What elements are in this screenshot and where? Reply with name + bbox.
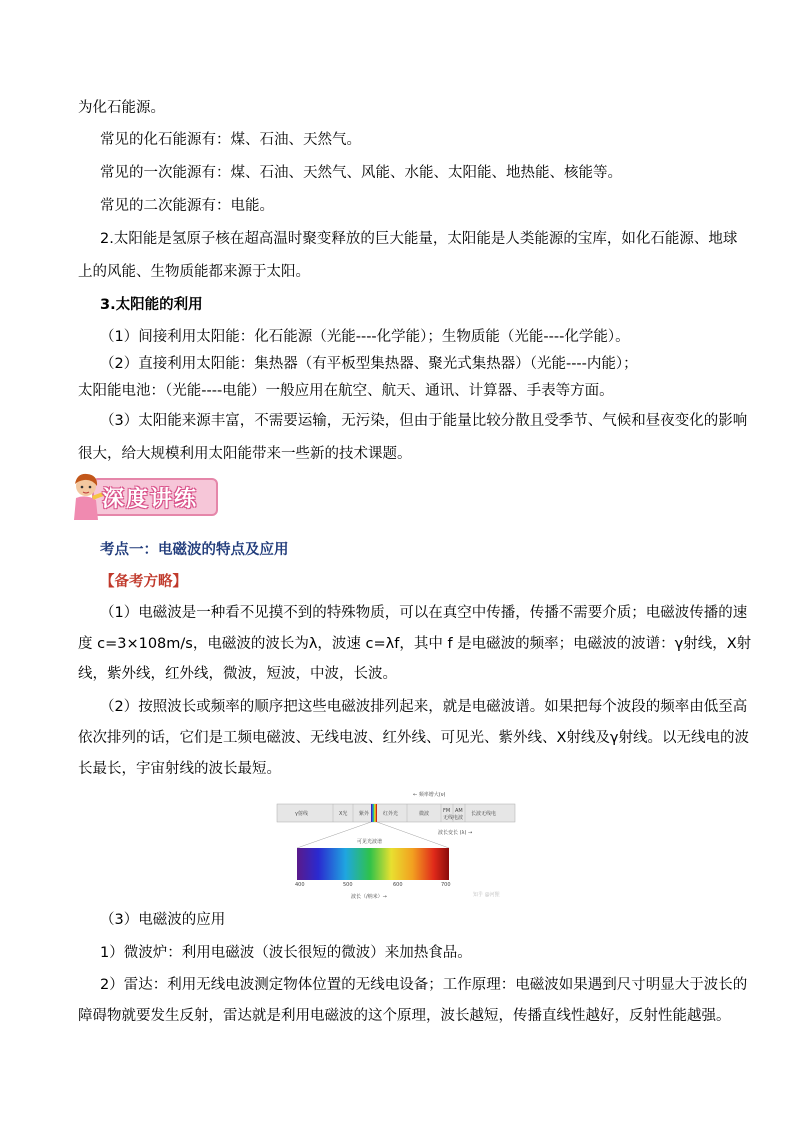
band-label: X光	[339, 811, 348, 817]
band-label: FM	[443, 808, 451, 814]
text-line: （2）直接利用太阳能：集热器（有平板型集热器、聚光式集热器）（光能----内能）；	[100, 356, 638, 372]
text-line: 太阳能电池：（光能----电能）一般应用在航空、航天、通讯、计算器、手表等方面。	[78, 383, 614, 399]
freq-label: ← 频率增大(ν)	[413, 792, 446, 798]
section-banner	[68, 470, 218, 526]
text-line: 常见的二次能源有：电能。	[100, 198, 274, 214]
text-line: （1）间接利用太阳能：化石能源（光能----化学能）；生物质能（光能----化学能）。	[100, 329, 630, 345]
text-line: 2.太阳能是氢原子核在超高温时聚变释放的巨大能量，太阳能是人类能源的宝库，如化石能源、地球	[100, 231, 738, 247]
text-line: （1）电磁波是一种看不见摸不到的特殊物质，可以在真空中传播，传播不需要介质；电磁波传播的速	[100, 605, 748, 621]
text-line: （2）按照波长或频率的顺序把这些电磁波排列起来，就是电磁波谱。如果把每个波段的频率由低至高	[100, 699, 748, 715]
text-line: 1）微波炉：利用电磁波（波长很短的微波）来加热食品。	[100, 945, 472, 961]
watermark: 知乎 @河狸	[473, 892, 500, 898]
visible-strip	[371, 804, 377, 822]
text-line: 常见的化石能源有：煤、石油、天然气。	[100, 132, 361, 148]
text-line: 线，紫外线，红外线，微波，短波，中波，长波。	[78, 666, 397, 682]
wavelength-label: 波长变长 (λ) →	[438, 830, 473, 836]
text-line: 依次排列的话，它们是工频电磁波、无线电波、红外线、可见光、紫外线、X射线及γ射线。以无线电的波	[78, 730, 750, 746]
band-label: 长波无线电	[471, 811, 497, 817]
text-line: 很大，给大规模利用太阳能带来一些新的技术课题。	[78, 446, 412, 462]
text-line: 2）雷达：利用无线电波测定物体位置的无线电设备；工作原理：电磁波如果遇到尺寸明显大于波长的	[100, 977, 748, 993]
band-label: AM	[455, 808, 463, 814]
band-label: 红外光	[383, 811, 399, 817]
tick-label: 400	[295, 882, 305, 888]
kaodian-heading: 考点一：电磁波的特点及应用	[100, 542, 289, 558]
beikao-heading: 【备考方略】	[100, 574, 187, 590]
visible-spectrum-gradient	[297, 848, 449, 880]
banner-title: 深度讲练	[102, 486, 199, 512]
text-line: （3）电磁波的应用	[100, 912, 226, 928]
text-line: 度 c=3×108m/s，电磁波的波长为λ，波速 c=λf，其中 f 是电磁波的频率；电磁波的波谱：γ射线，X射	[78, 636, 752, 652]
tick-label: 500	[343, 882, 353, 888]
band-label: 微波	[419, 811, 430, 817]
subheading: 3.太阳能的利用	[100, 297, 203, 313]
visible-spectrum-label: 可见光波谱	[357, 839, 383, 845]
tick-label: 700	[441, 882, 451, 888]
text-line: 上的风能、生物质能都来源于太阳。	[78, 264, 310, 280]
text-line: 障碍物就要发生反射，雷达就是利用电磁波的这个原理，波长越短，传播直线性越好，反射性能越强。	[78, 1008, 731, 1024]
band-label: γ射线	[295, 811, 308, 817]
tick-label: 600	[393, 882, 403, 888]
text-line: （3）太阳能来源丰富，不需要运输，无污染，但由于能量比较分散且受季节、气候和昼夜变化的影响	[100, 413, 748, 429]
band-label: 紫外	[359, 811, 370, 817]
band-label: 无线电波	[443, 815, 464, 821]
text-line: 常见的一次能源有：煤、石油、天然气、风能、水能、太阳能、地热能、核能等。	[100, 165, 622, 181]
text-line: 为化石能源。	[78, 100, 165, 116]
axis-label: 波长（/纳米）→	[351, 894, 387, 900]
spectrum-figure	[273, 790, 519, 902]
text-line: 长最长，宇宙射线的波长最短。	[78, 761, 281, 777]
